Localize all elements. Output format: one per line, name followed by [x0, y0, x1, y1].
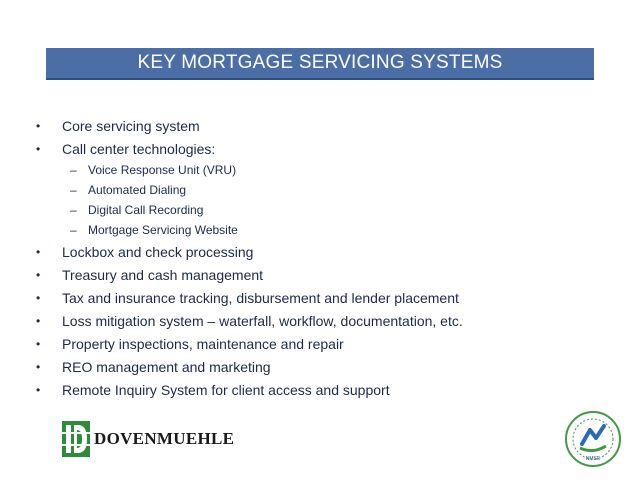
bullet-icon: •: [36, 314, 41, 328]
bullet-icon: •: [36, 268, 41, 282]
bullet-icon: •: [36, 360, 41, 374]
sub-list-item-text: Voice Response Unit (VRU): [88, 163, 237, 177]
bullet-icon: •: [36, 245, 41, 259]
sub-list-item: [70, 221, 238, 239]
list-item: [36, 265, 263, 285]
company-name: DOVENMUEHLE: [94, 429, 235, 448]
certification-seal-icon: [564, 408, 622, 470]
list-item: [36, 380, 390, 400]
list-item-text: REO management and marketing: [62, 359, 271, 375]
sub-list-item-text: Automated Dialing: [88, 183, 187, 197]
slide-title: KEY MORTGAGE SERVICING SYSTEMS: [137, 52, 503, 73]
dash-icon: –: [70, 163, 77, 177]
list-item-text: Remote Inquiry System for client access and support: [62, 382, 390, 398]
dash-icon: –: [70, 183, 77, 197]
bullet-icon: •: [36, 337, 41, 351]
dovenmuehle-logo-mark-icon: [62, 421, 90, 457]
list-item: [36, 288, 459, 308]
list-item-text: Core servicing system: [62, 118, 200, 134]
dash-icon: –: [70, 203, 77, 217]
sub-list-item-text: Mortgage Servicing Website: [88, 223, 238, 237]
list-item-text: Call center technologies:: [62, 141, 216, 157]
list-item: [36, 116, 200, 136]
list-item: [36, 242, 253, 262]
list-item-text: Treasury and cash management: [62, 267, 264, 283]
list-item-text: Loss mitigation system – waterfall, workflow, documentation, etc.: [62, 313, 463, 329]
list-item: [36, 311, 463, 331]
bullet-icon: •: [36, 383, 41, 397]
sub-list-item: [70, 181, 186, 199]
svg-text:NMSE: NMSE: [585, 456, 601, 462]
list-item: [36, 357, 271, 377]
list-item: [36, 139, 215, 159]
company-logo: [62, 421, 234, 457]
list-item-text: Tax and insurance tracking, disbursement and lender placement: [62, 290, 459, 306]
sub-list-item: [70, 201, 203, 219]
list-item-text: Property inspections, maintenance and repair: [62, 336, 344, 352]
bullet-icon: •: [36, 142, 41, 156]
sub-list-item: [70, 161, 236, 179]
sub-list-item-text: Digital Call Recording: [88, 203, 204, 217]
list-item: [36, 334, 344, 354]
list-item-text: Lockbox and check processing: [62, 244, 254, 260]
bullet-icon: •: [36, 119, 41, 133]
bullet-icon: •: [36, 291, 41, 305]
dash-icon: –: [70, 223, 77, 237]
